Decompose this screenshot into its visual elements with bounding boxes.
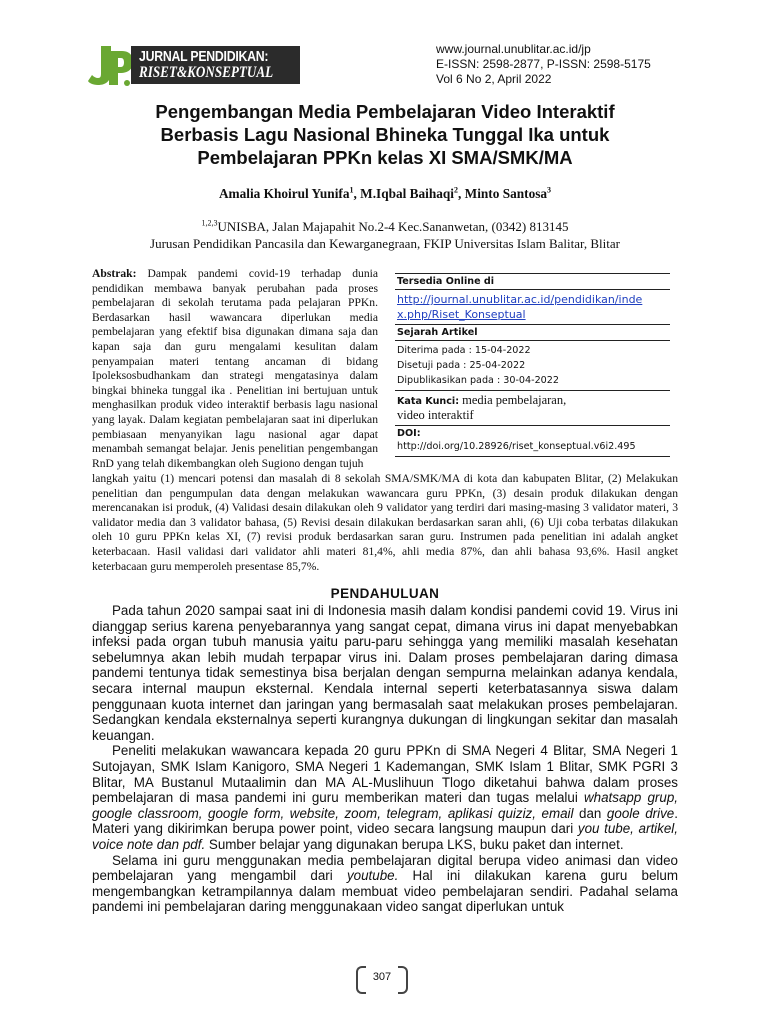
section-title: PENDAHULUAN	[330, 586, 440, 601]
affiliation-line2: Jurusan Pendidikan Pancasila dan Kewarganegraan, FKIP Universitas Islam Balitar, Blitar	[150, 236, 620, 251]
abstract-left	[92, 267, 378, 471]
logo-text-line2: RISET&KONSEPTUAL	[139, 64, 274, 81]
affiliation-line1: UNISBA, Jalan Majapahit No.2-4 Kec.Sananwetan, (0342) 813145	[217, 219, 569, 234]
doi-link[interactable]: http://doi.org/10.28926/riset_konseptual.v6i2.495	[397, 441, 636, 452]
page-number-box	[356, 966, 408, 992]
author-sup: 2	[454, 185, 458, 195]
title-line: Berbasis Lagu Nasional Bhineka Tunggal Ika untuk	[160, 124, 610, 145]
article-link-line2[interactable]: x.php/Riset_Konseptual	[397, 308, 526, 321]
abstract-full: langkah yaitu (1) mencari potensi dan masalah di 8 sekolah SMA/SMK/MA di kota dan kabupaten Blitar, (2) Melakukan penelitian dan pengumpulan data dengan melakukan wawancara guru PPKn, (3) desain produk dilakukan dengan merencanakan isi produk, (4) Validasi desain dilakukan oleh 9 validator yang terdiri dari masing-masing 3 validator materi, 3 validator media dan 3 validator bahasa, (5) Revisi desain dilakukan berdasarkan saran ahli, (6) Uji coba terbatas dilakukan oleh 10 guru PPKn kelas XI, (7) revisi produk berdasarkan saran guru. Instrumen pada penelitian ini adalah angket keterbacaan. Hasil validasi dari validator ahli materi 81,4%, ahli media 87%, dan ahli bahasa 93,6%. Hasil angket keterbacaan guru memperoleh presentase 85,7%.	[92, 472, 678, 573]
jp-logo-icon	[87, 43, 133, 87]
page-number: 307	[372, 971, 392, 983]
journal-logo	[87, 43, 300, 87]
abstract-text-left: Dampak pandemi covid-19 terhadap dunia pendidikan membawa banyak perubahan pada proses pembelajaran di sekolah terutama pada pelajaran PPKn. Berdasarkan hasil wawancara diperlukan media pembelajaran yang efektif bisa digunakan dimana saja dan kapan saja dan guru mengalami kesulitan dalam penyampaian materi tentang ancaman di bidang Ipoleksosbudhankam dan strategi mengatasinya dalam bingkai bhineka tunggal ika . Penelitian ini bertujuan untuk menghasilkan produk video interaktif berbasis lagu nasional yang layak. Dalam kegiatan pembelajaran saat ini diperlukan pembiasaan menyanyikan lagu nasional agar dapat menambah semangat belajar. Jenis penelitian pengembangan RnD yang telah dikembangkan oleh Sugiono dengan tujuh	[92, 267, 378, 470]
received-date: Diterima pada : 15-04-2022	[397, 345, 531, 356]
paper-title	[95, 100, 675, 169]
affiliation	[95, 218, 675, 252]
paragraph: Selama ini guru menggunakan media pembelajaran digital berupa video animasi dan video pembelajaran yang mengambil dari youtube. Hal ini dilakukan karena guru belum mengembangkan ketrampilannya dalam membuat video pembelajaran sendiri. Padahal selama pandemi ini pembelajaran daring menggunakaan video sangat diperlukan untuk	[92, 852, 678, 915]
keywords-line1: media pembelajaran,	[462, 393, 567, 407]
author-name: Minto Santosa	[464, 186, 548, 201]
body-text	[92, 603, 678, 915]
journal-issn: E-ISSN: 2598-2877, P-ISSN: 2598-5175	[436, 57, 651, 71]
abstract-label: Abstrak:	[92, 267, 137, 280]
keywords-line2: video interaktif	[397, 408, 474, 422]
author-name: Amalia Khoirul Yunifa	[218, 186, 350, 201]
author-sup: 1	[349, 185, 354, 195]
journal-volume: Vol 6 No 2, April 2022	[436, 72, 552, 86]
approved-date: Disetuji pada : 25-04-2022	[397, 360, 526, 371]
author-list: Amalia Khoirul Yunifa$^1$, M.Iqbal Baihaqi$^2$, Minto Santosa$^3$	[218, 185, 552, 201]
paragraph: Peneliti melakukan wawancara kepada 20 guru PPKn di SMA Negeri 4 Blitar, SMA Negeri 1 Sutojayan, SMK Islam Kanigoro, SMA Negeri 1 Kademangan, SMK Islam 1 Blitar, SMK PGRI 3 Blitar, MA Bustanul Mutaalimin dan MA AL-Muslihuun Tlogo diketahui bahwa dalam proses pembelajaran di masa pandemi ini guru memberikan materi dan tugas melalui whatsapp grup, google classroom, google form, website, zoom, telegram, aplikasi quiziz, email dan goole drive. Materi yang dikirimkan berupa power point, video secara langsung maupun dari you tube, artikel, voice note dan pdf. Sumber belajar yang digunakan berupa LKS, buku paket dan internet.	[92, 743, 678, 852]
doi-label: DOI:	[397, 428, 421, 439]
available-online-label: Tersedia Online di	[397, 276, 495, 287]
article-info-box	[395, 273, 670, 457]
logo-text-line1: JURNAL PENDIDIKAN:	[139, 48, 269, 65]
title-line: Pembelajaran PPKn kelas XI SMA/SMK/MA	[197, 147, 573, 168]
title-line: Pengembangan Media Pembelajaran Video Interaktif	[155, 101, 615, 122]
journal-header-info	[436, 42, 651, 87]
affiliation-sup: 1,2,3	[201, 218, 218, 228]
published-date: Dipublikasikan pada : 30-04-2022	[397, 375, 559, 386]
author-name: M.Iqbal Baihaqi	[360, 186, 454, 201]
history-label: Sejarah Artikel	[397, 327, 478, 338]
article-link-line1[interactable]: http://journal.unublitar.ac.id/pendidikan/inde	[397, 293, 643, 306]
right-bracket-icon	[398, 966, 408, 994]
author-sup: 3	[547, 185, 552, 195]
paragraph: Pada tahun 2020 sampai saat ini di Indonesia masih dalam kondisi pandemi covid 19. Virus ini dianggap serius karena penyebarannya yang sangat cepat, dimana virus ini dapat menyebabkan infeksi pada organ tubuh manusia yaitu paru-paru sehingga yang memiliki masalah kesehatan sebelumnya akan lebih mudah terpapar virus ini. Dalam proses pembelajaran daring dimasa pandemi tentunya tidak semestinya bisa berjalan dengan sempurna melainkan adanya kendala, secara internal maupun eksternal. Kendala internal seperti keterbatasannya siswa dalam penggunaan kuota internet dan jaringan yang bermasalah saat melakukan proses pembelajaran. Sedangkan kendala eksternalnya seperti kurangnya dukungan di lingkungan sekitar dan masalah keuangan.	[92, 603, 678, 743]
keywords-label: Kata Kunci:	[397, 396, 460, 407]
journal-url[interactable]: www.journal.unublitar.ac.id/jp	[436, 42, 591, 56]
